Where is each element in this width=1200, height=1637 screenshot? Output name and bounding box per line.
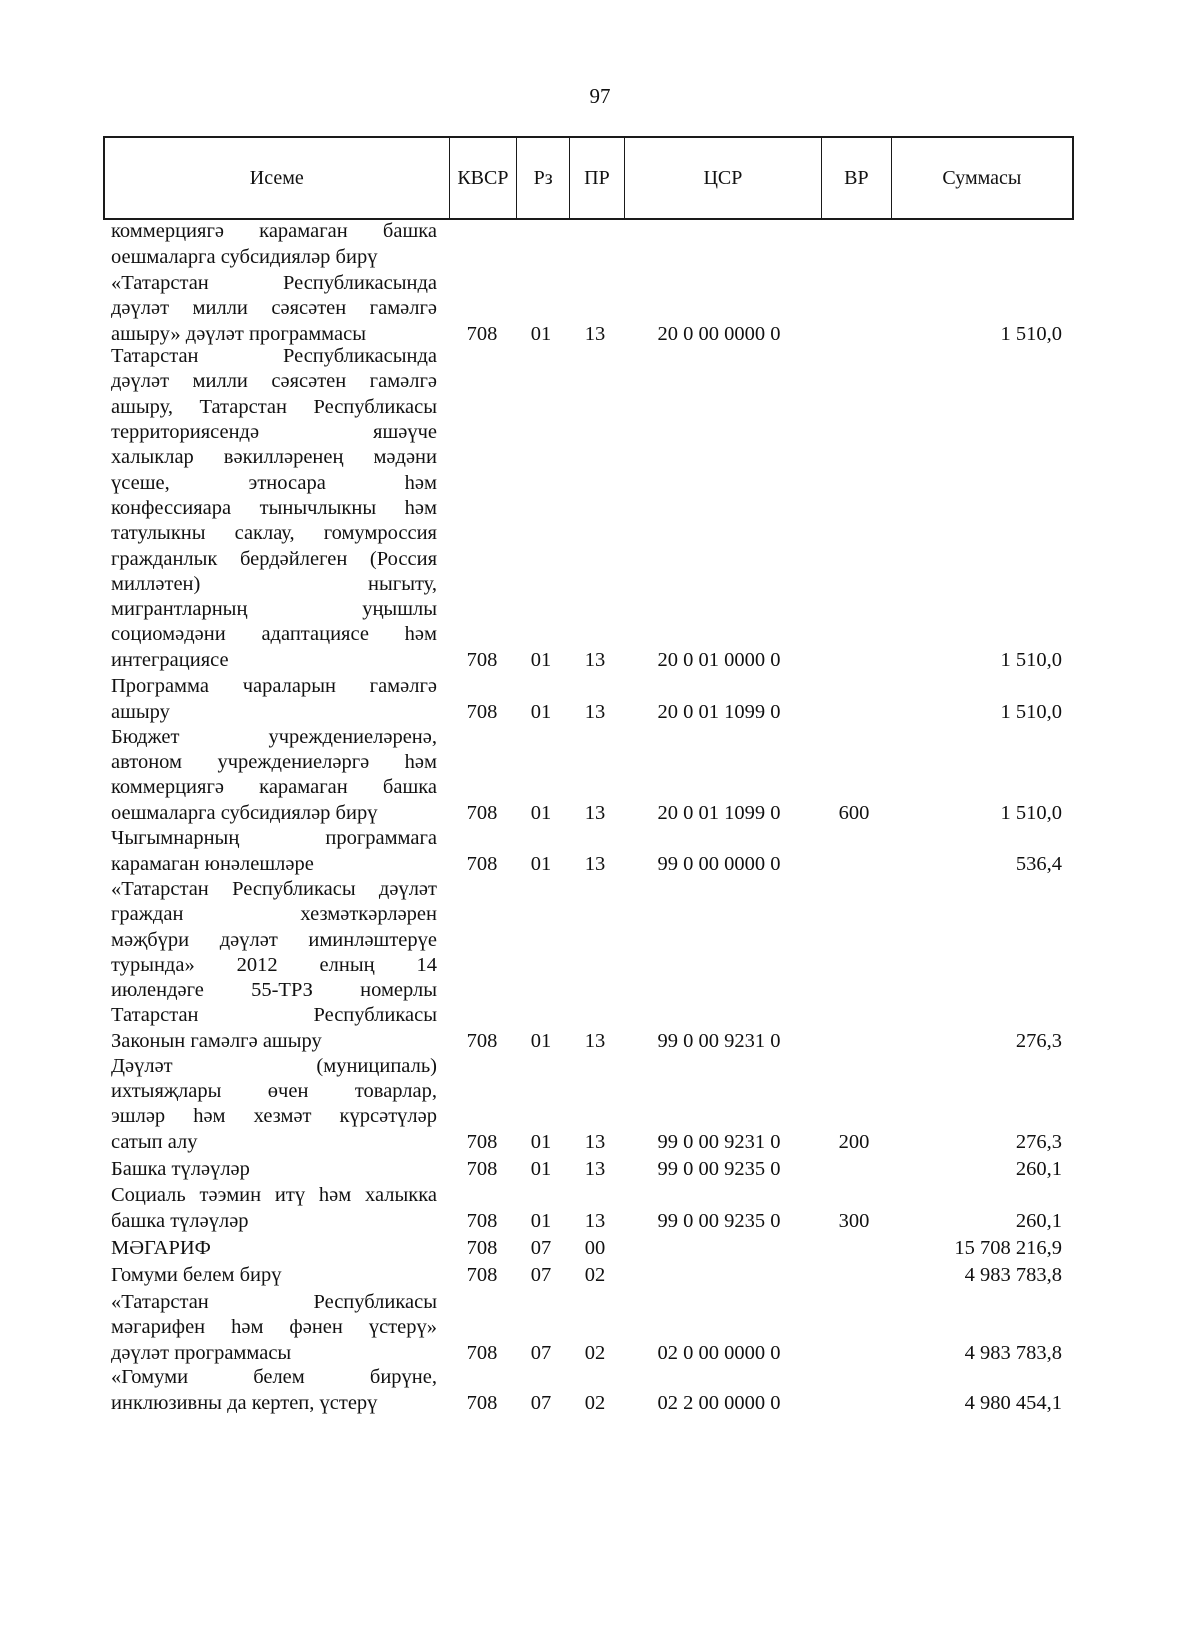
row-name-line: «Татарстан Республикасы дәүләт xyxy=(111,877,437,900)
row-kvsr: 708 xyxy=(466,1157,498,1180)
row-sum: 4 980 454,1 xyxy=(964,1391,1062,1414)
row-rz: 01 xyxy=(530,1029,552,1052)
row-name-line: ихтыяҗлары өчен товарлар, xyxy=(111,1080,437,1103)
row-name-line: ашыру, Татарстан Республикасы xyxy=(111,395,437,418)
row-name-line: «Гомуми белем бирүне, xyxy=(111,1366,437,1389)
row-pr: 02 xyxy=(584,1391,606,1414)
row-name-line: сатып алу xyxy=(111,1130,198,1153)
row-rz: 07 xyxy=(530,1391,552,1414)
row-name-line: конфессияара тынычлыкны һәм xyxy=(111,496,437,519)
row-rz: 07 xyxy=(530,1236,552,1259)
row-name xyxy=(111,1365,437,1416)
row-kvsr: 708 xyxy=(466,1263,498,1286)
row-pr: 13 xyxy=(584,648,606,671)
row-pr: 13 xyxy=(584,1130,606,1153)
row-sum: 536,4 xyxy=(1015,852,1062,875)
row-sum: 276,3 xyxy=(1015,1029,1062,1052)
row-csr: 99 0 00 9231 0 xyxy=(657,1029,781,1052)
row-pr: 13 xyxy=(584,1157,606,1180)
row-csr: 20 0 01 0000 0 xyxy=(657,648,781,671)
row-csr: 20 0 01 1099 0 xyxy=(657,700,781,723)
row-pr: 02 xyxy=(584,1263,606,1286)
row-pr: 13 xyxy=(584,852,606,875)
row-pr: 02 xyxy=(584,1341,606,1364)
row-name-line: ашыру» дәүләт программасы xyxy=(111,322,366,345)
row-name-line: үсеше, этносара һәм xyxy=(111,471,437,494)
row-sum: 4 983 783,8 xyxy=(964,1263,1062,1286)
row-name-line: Гомуми белем бирү xyxy=(111,1263,282,1286)
row-pr: 13 xyxy=(584,1209,606,1232)
row-sum: 276,3 xyxy=(1015,1130,1062,1153)
row-sum: 260,1 xyxy=(1015,1157,1062,1180)
header-kvsr: КВСР xyxy=(450,138,518,218)
row-name-line: халыклар вәкилләренең мәдәни xyxy=(111,446,437,469)
row-name-line: башка түләүләр xyxy=(111,1209,249,1232)
row-sum: 260,1 xyxy=(1015,1209,1062,1232)
row-pr: 13 xyxy=(584,1029,606,1052)
row-name-line: оешмаларга субсидияләр бирү xyxy=(111,801,378,824)
row-csr: 02 0 00 0000 0 xyxy=(657,1341,781,1364)
row-name-line: Законын гамәлгә ашыру xyxy=(111,1029,322,1052)
row-name-line: граждан хезмәткәрләрен xyxy=(111,903,437,926)
header-csr: ЦСР xyxy=(625,138,822,218)
row-name-line: Татарстан Республикасы xyxy=(111,1004,437,1027)
row-vr: 300 xyxy=(838,1209,870,1232)
row-csr: 20 0 00 0000 0 xyxy=(657,322,781,345)
row-vr: 600 xyxy=(838,801,870,824)
row-kvsr: 708 xyxy=(466,322,498,345)
header-vr: ВР xyxy=(822,138,892,218)
row-pr: 00 xyxy=(584,1236,606,1259)
row-kvsr: 708 xyxy=(466,1341,498,1364)
row-pr: 13 xyxy=(584,801,606,824)
row-csr: 99 0 00 0000 0 xyxy=(657,852,781,875)
row-name-line: мигрантларның уңышлы xyxy=(111,598,437,621)
row-kvsr: 708 xyxy=(466,648,498,671)
row-name-line: Социаль тәэмин итү һәм халыкка xyxy=(111,1184,437,1207)
row-vr: 200 xyxy=(838,1130,870,1153)
row-pr: 13 xyxy=(584,322,606,345)
row-rz: 01 xyxy=(530,1209,552,1232)
row-rz: 07 xyxy=(530,1341,552,1364)
row-rz: 01 xyxy=(530,648,552,671)
row-sum: 1 510,0 xyxy=(1000,801,1062,824)
row-rz: 01 xyxy=(530,322,552,345)
row-kvsr: 708 xyxy=(466,1130,498,1153)
row-csr: 02 2 00 0000 0 xyxy=(657,1391,781,1414)
header-rz: Рз xyxy=(517,138,570,218)
row-name-line: коммерциягә карамаган башка xyxy=(111,220,437,243)
row-sum: 1 510,0 xyxy=(1000,700,1062,723)
row-name-line: Башка түләүләр xyxy=(111,1157,250,1180)
row-name-line: МӘГАРИФ xyxy=(111,1236,211,1259)
row-kvsr: 708 xyxy=(466,1209,498,1232)
header-name: Исеме xyxy=(105,138,450,218)
row-rz: 01 xyxy=(530,1130,552,1153)
row-name-line: Татарстан Республикасында xyxy=(111,345,437,368)
row-rz: 07 xyxy=(530,1263,552,1286)
row-csr: 99 0 00 9231 0 xyxy=(657,1130,781,1153)
row-name-line: инклюзивны да кертеп, үстерү xyxy=(111,1391,378,1414)
row-kvsr: 708 xyxy=(466,1391,498,1414)
page-number: 97 xyxy=(589,84,611,108)
row-name-line: «Татарстан Республикасында xyxy=(111,272,437,295)
row-rz: 01 xyxy=(530,852,552,875)
row-sum: 1 510,0 xyxy=(1000,322,1062,345)
row-name-line: турында» 2012 елның 14 xyxy=(111,953,437,976)
row-csr: 20 0 01 1099 0 xyxy=(657,801,781,824)
row-name-line: территориясендә яшәүче xyxy=(111,421,437,444)
row-sum: 1 510,0 xyxy=(1000,648,1062,671)
row-name-line: мәгарифен һәм фәнен үстерү» xyxy=(111,1316,437,1339)
row-rz: 01 xyxy=(530,700,552,723)
header-pr: ПР xyxy=(570,138,625,218)
row-name-line: дәүләт милли сәясәтен гамәлгә xyxy=(111,297,437,320)
row-name-line: автоном учреждениеләргә һәм xyxy=(111,751,437,774)
row-name-line: мәҗбүри дәүләт иминләштерүе xyxy=(111,928,437,951)
row-kvsr: 708 xyxy=(466,700,498,723)
row-name-line: «Татарстан Республикасы xyxy=(111,1291,437,1314)
row-name-line: социомәдәни адаптациясе һәм xyxy=(111,623,437,646)
row-name-line: дәүләт программасы xyxy=(111,1341,292,1364)
row-name-line: гражданлык бердәйлеген (Россия xyxy=(111,547,437,570)
row-kvsr: 708 xyxy=(466,852,498,875)
row-name-line: ашыру xyxy=(111,700,170,723)
row-rz: 01 xyxy=(530,801,552,824)
header-sum: Суммасы xyxy=(942,166,1022,189)
row-name-line: коммерциягә карамаган башка xyxy=(111,776,437,799)
row-name-line: Дәүләт (муниципаль) xyxy=(111,1054,437,1077)
row-name-line: Чыгымнарның программага xyxy=(111,827,437,850)
row-name-line: интеграциясе xyxy=(111,648,229,671)
row-kvsr: 708 xyxy=(466,1029,498,1052)
row-sum: 4 983 783,8 xyxy=(964,1341,1062,1364)
row-csr: 99 0 00 9235 0 xyxy=(657,1157,781,1180)
row-name-line: июлендәге 55-ТРЗ номерлы xyxy=(111,979,437,1002)
row-name-line: милләтен) ныгыту, xyxy=(111,572,437,595)
row-pr: 13 xyxy=(584,700,606,723)
row-name-line: оешмаларга субсидияләр бирү xyxy=(111,245,378,268)
row-kvsr: 708 xyxy=(466,801,498,824)
row-sum: 15 708 216,9 xyxy=(954,1236,1062,1259)
row-rz: 01 xyxy=(530,1157,552,1180)
row-kvsr: 708 xyxy=(466,1236,498,1259)
row-name-line: дәүләт милли сәясәтен гамәлгә xyxy=(111,370,437,393)
row-csr: 99 0 00 9235 0 xyxy=(657,1209,781,1232)
row-name-line: эшләр һәм хезмәт күрсәтүләр xyxy=(111,1105,437,1128)
row-name-line: карамаган юнәлешләре xyxy=(111,852,314,875)
row-name-line: Бюджет учреждениеләренә, xyxy=(111,725,437,748)
row-name-line: Программа чараларын гамәлгә xyxy=(111,675,437,698)
row-name-line: татулыкны саклау, гомумроссия xyxy=(111,522,437,545)
